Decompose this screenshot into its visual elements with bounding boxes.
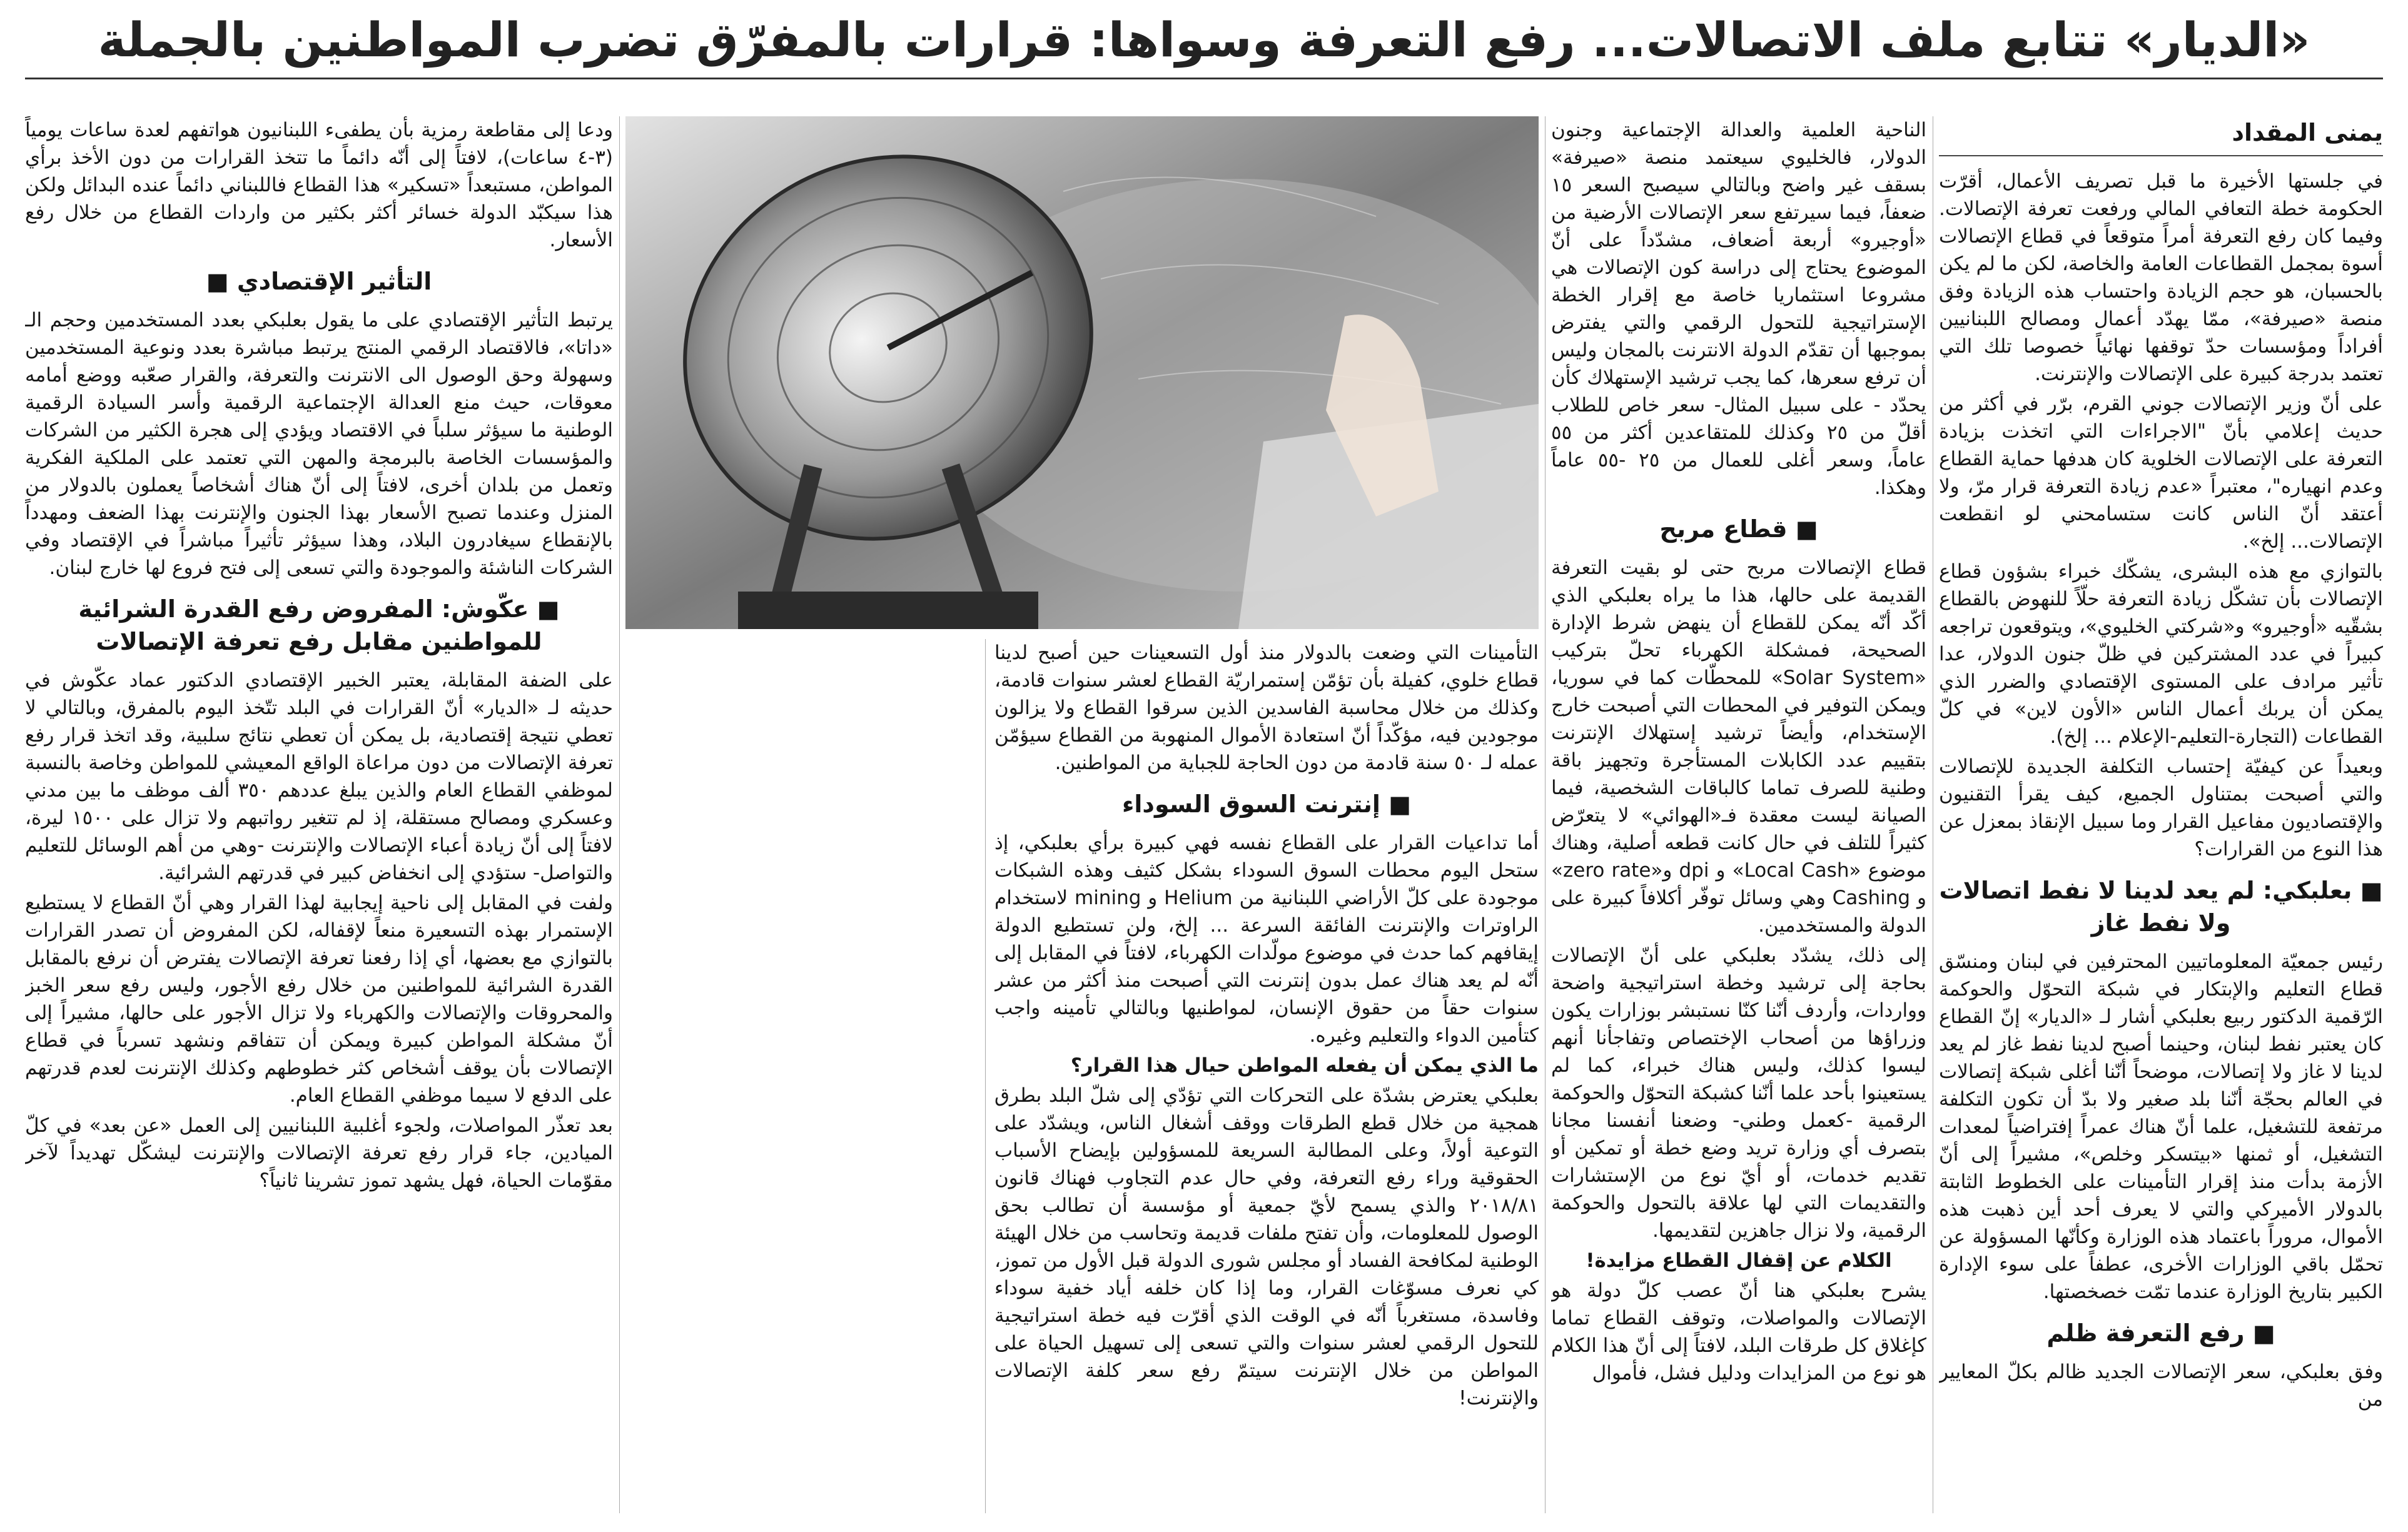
byline-rule (1939, 155, 2383, 156)
subheading: ■ بعلبكي: لم يعد لدينا لا نفط اتصالات ولا نفط غاز (1939, 877, 2383, 937)
paragraph: يشرح بعلبكي هنا أنّ عصب كلّ دولة هو الإتصالات والمواصلات، وتوقف القطاع تماما كإغلاق كل طرقات البلد، لافتاً إلى أنّ هذا الكلام هو نوع من المزايدات ودليل فشل، فأموال (1551, 1279, 1926, 1384)
paragraph: ما الذي يمكن أن يفعله المواطن حيال هذا القرار؟ (1070, 1054, 1539, 1077)
paragraph: الناحية العلمية والعدالة الإجتماعية وجنون الدولار، فالخليوي سيعتمد منصة «صيرفة» بسقف غير واضح وبالتالي سيصبح السعر ١٥ ضعفاً، فيما سيرتفع سعر الإتصالات الأرضية من «أوجيرو» أربعة أضعاف، مشدّداً على أنّ الموضوع يحتاج إلى دراسة كون الإتصالات هي مشروعا استثماريا خاصة مع إقرار الخطة الإستراتيجية للتحول الرقمي والتي يفترض بموجبها أن تقدّم الدولة الانترنت بالمجان وليس أن ترفع سعرها، كما يجب ترشيد الإستهلاك كأن يحدّد - على سبيل المثال- سعر خاص للطلاب أقلّ من ٢٥ وكذلك للمتقاعدين أكثر من ٥٥ عاماً، وسعر أغلى للعمال من ٢٥ -٥٥ عاماً وهكذا. (1551, 119, 1926, 499)
byline: يمنى المقداد (2232, 119, 2383, 146)
column-third (1551, 116, 1926, 1513)
subheading: التأثير الإقتصادي ■ (206, 268, 432, 295)
paragraph: التأمينات التي وضعت بالدولار منذ أول التسعينات حين أصبح لدينا قطاع خلوي، كفيلة بأن تؤمّن إستمراريّة القطاع لعشر سنوات قادمة، وكذلك من خلال محاسبة الفاسدين الذين سرقوا القطاع ولا يزالون موجودين فيه، مؤكّداً أنّ استعادة الأموال المنهوبة من القطاع سيؤمّن عمله لـ ٥٠ سنة قادمة من دون الحاجة للجباية من المواطنين. (994, 642, 1539, 774)
paragraph: على أنّ وزير الإتصالات جوني القرم، برّر في أكثر من حديث إعلامي بأنّ "الاجراءات التي اتخذت بزيادة التعرفة على الإتصالات الخلوية كان هدفها حماية القطاع وعدم انهياره"، معتبراً «عدم زيادة التعرفة قرار مرّ، ولا أعتقد أنّ الناس كانت ستسامحني لو انقطعت الإتصالات... إلخ». (1939, 393, 2383, 553)
paragraph: بعد تعذّر المواصلات، ولجوء أغلبية اللبنانيين إلى العمل «عن بعد» في كلّ الميادين، جاء قرار رفع تعرفة الإتصالات والإنترنت ليشكّل تهديداً لآخر مقوّمات الحياة، فهل يشهد تموز تشرينا ثانياً؟ (25, 1114, 613, 1192)
subheading: ■ عكّوش: المفروض رفع القدرة الشرائية للمواطنين مقابل رفع تعرفة الإتصالات (78, 595, 560, 655)
subheading: ■ قطاع مربح (1659, 515, 1818, 543)
paragraph: رئيس جمعيّة المعلوماتيين المحترفين في لبنان ومنسّق قطاع التعليم والإبتكار في شبكة التحوّل والحوكمة الرّقمية الدكتور ربيع بعلبكي أشار لـ «الديار» إنّ القطاع كان يعتبر نفط لبنان، وحينما أصبح لدينا نفط غاز لم يعد لدينا لا غاز ولا إتصالات، موضحاً أنّنا أغلى شبكة إتصالات في العالم بحجّة أنّنا بلد صغير ولا بدّ أن تكون التكلفة مرتفعة للتشغيل، علما أنّ هناك عمراً إفتراضياً لمعدات التشغيل، أو ثمنها «بيتسكر وخلص»، مشيراً إلى أنّ الأزمة بدأت منذ إقرار التأمينات على الخطوط الثابتة بالدولار الأميركي والتي لا يعرف أحد أين ذهبت هذه الأموال، مروراً باعتماد هذه الوزارة وكأنّها المسؤولة عن تحمّل باقي الوزارات الأخرى، عطفاً على سوء الإدارة الكبير بتاريخ الوزارة عندما تمّت خصخصتها. (1939, 950, 2383, 1303)
paragraph: بالتوازي مع هذه البشرى، يشكّك خبراء بشؤون قطاع الإتصالات بأن تشكّل زيادة التعرفة حلّاً للنهوض بالقطاع بشقّيه «أوجيرو» و«شركتي الخليوي»، ويتوقعون تراجعه كبيراً في عدد المشتركين في ظلّ جنون الدولار، عدا تأثير مرادف على المستوى الإقتصادي والضرر الذي يمكن أن يربك أعمال الناس «الأون لاين» في كلّ القطاعات (التجارة-التعليم-الإعلام ... إلخ). (1939, 560, 2383, 748)
paragraph: بعلبكي يعترض بشدّة على التحركات التي تؤدّي إلى شلّ البلد بطرق همجية من خلال قطع الطرقات ووقف أشغال الناس، ويشدّد على التوعية أولاً، وعلى المطالبة السريعة للمسؤولين بإيضاح الأسباب الحقوقية وراء رفع التعرفة، وفي حال عدم التجاوب فهناك قانون ٢٠١٨/٨١ والذي يسمح لأيّ جمعية أو مؤسسة أن تطالب بحق الوصول للمعلومات، وأن تفتح ملفات قديمة وتحاسب من خلال الهيئة الوطنية لمكافحة الفساد أو مجلس شورى الدولة قبل الأول من تموز، كي نعرف مسوّغات القرار، وما إذا كان خلفه أياد خفية سوداء وفاسدة، مستغرباً أنّه في الوقت الذي أقرّت فيه خطة استراتيجية للتحول الرقمي لعشر سنوات والتي تسعى إلى تسهيل الحياة على المواطن من خلال الإنترنت سيتمّ رفع سعر كلفة الإتصالات والإنترنت! (994, 1084, 1539, 1409)
paragraph: وفق بعلبكي، سعر الإتصالات الجديد ظالم بكلّ المعايير من (1939, 1361, 2383, 1411)
column-divider (619, 116, 620, 1513)
paragraph: ولفت في المقابل إلى ناحية إيجابية لهذا القرار وهي أنّ القطاع لا يستطيع الإستمرار بهذه التسعيرة منعاً لإقفاله، لكن المفروض أن تصدر القرارات بالتوازي مع بعضها، أي إذا رفعنا تعرفة الإتصالات يفترض أن نرفع بالمقابل القدرة الشرائية للمواطنين من خلال رفع الأجور، وليس رفع سعر الخبز والمحروقات والإتصالات والكهرباء ولا تزال الأجور على حالها، مشيراً إلى أنّ مشكلة المواطن كبيرة ويمكن أن تتفاقم ونشهد تسرباً في قطاع الإتصالات بأن يوقف أشخاص كثر خطوطهم وكذلك الإنترنت لعدم قدرتهم على الدفع لا سيما موظفي القطاع العام. (25, 892, 613, 1107)
column-divider (985, 639, 986, 1513)
paragraph: الكلام عن إقفال القطاع مزايدة! (1586, 1249, 1892, 1272)
subheading: ■ إنترنت السوق السوداء (1121, 790, 1412, 818)
paragraph: يرتبط التأثير الإقتصادي على ما يقول بعلبكي بعدد المستخدمين وحجم الـ «داتا»، فالاقتصاد الرقمي المنتج يرتبط مباشرة بعدد ونوعية المستخدمين وسهولة وحق الوصول الى الانترنت والتعرفة، والقرار صعّبه ووضع أمامه معوقات، حيث منع العدالة الإجتماعية الرقمية وأسر السيادة الرقمية الوطنية ما سيؤثر سلباً في الاقتصاد ويؤدي إلى هجرة الكثير من الشركات والمؤسسات الخاصة بالبرمجة والمهن التي تعتمد على الملكية الفكرية وتعمل من بلدان أخرى، لافتاً إلى أنّ هناك أشخاصاً يعملون بالدولار من المنزل وعندما تصبح الأسعار بهذا الجنون والإنترنت بهذا الضعف ومهدداً بالإنقطاع سيغادرون البلاد، وهذا سيؤثر تأثيراً مباشراً في الإقتصاد وفي الشركات الناشئة والموجودة والتي تسعى إلى فتح فروع لها خارج لبنان. (25, 309, 613, 579)
column-left (25, 116, 613, 1513)
headline-rule (25, 78, 2383, 79)
paragraph: في جلستها الأخيرة ما قبل تصريف الأعمال، أقرّت الحكومة خطة التعافي المالي ورفعت تعرفة الإتصالات. وفيما كان رفع التعرفة أمراً متوقعاً في قطاع الإتصالات أسوة بمجمل القطاعات العامة والخاصة، لكن ما لم يكن بالحسبان، هو حجم الزيادة واحتساب هذه الزيادة وفق منصة «صيرفة»، ممّا يهدّد أعمال ومصالح اللبنانيين أفراداً ومؤسسات حدّ توقفها نهائياً خصوصا تلك التي تعتمد بدرجة كبيرة على الإتصالات والإنترنت. (1939, 170, 2383, 385)
paragraph: أما تداعيات القرار على القطاع نفسه فهي كبيرة برأي بعلبكي، إذ ستحل اليوم محطات السوق السوداء بشكل كثيف وهذه الشبكات موجودة على كلّ الأراضي اللبنانية من Helium و mining لاستخدام الراوترات والإنترنت الفائقة السرعة ... إلخ، ولن تستطيع الدولة إيقافهم كما حدث في موضوع مولّدات الكهرباء، لافتاً في المقابل إلى أنّه لم يعد هناك عمل بدون إنترنت التي أصبحت منذ أكثر من عشر سنوات حقاً من حقوق الإنسان، لمواطنيها وبالتالي تأمينه واجب كتأمين الدواء والتعليم وغيره. (994, 832, 1539, 1047)
headline: «الديار» تتابع ملف الاتصالات... رفع التعرفة وسواها: قرارات بالمفرّق تضرب المواطنين بالجملة (98, 12, 2310, 68)
column-right (1939, 116, 2383, 1513)
satellite-dish-photo (625, 116, 1539, 629)
paragraph: على الضفة المقابلة، يعتبر الخبير الإقتصادي الدكتور عماد عكّوش في حديثه لـ «الديار» أنّ القرارات في البلد تتّخذ اليوم بالمفرق، وبالتالي لا تعطي نتيجة إقتصادية، بل يمكن أن تعطي نتائج سلبية، وقد اتخذ قرار رفع تعرفة الإتصالات من دون مراعاة الواقع المعيشي للمواطن وخاصة بالنسبة لموظفي القطاع العام والذين يبلغ عددهم ٣٥٠ ألف موظف ما بين مدني وعسكري ومصالح مستقلة، إذ لم تتغير رواتبهم ولا تزال على ١٥٠٠ ليرة، لافتاً إلى أنّ زيادة أعباء الإتصالات والإنترنت -وهي من أهم الوسائل للتعليم والتواصل- ستؤدي إلى انخفاض كبير في قدرتهم الشرائية. (25, 669, 613, 884)
paragraph: قطاع الإتصالات مربح حتى لو بقيت التعرفة القديمة على حالها، هذا ما يراه بعلبكي الذي أكّد أنّه يمكن للقطاع أن ينهض شرط الإدارة الصحيحة، فمشكلة الكهرباء تحلّ بتركيب «Solar System» للمحطّات كما في سوريا، ويمكن التوفير في المحطات التي أصبحت خارج الإستخدام، وأيضاً ترشيد إستهلاك الإنترنت بتقييم عدد الكابلات المستأجرة وتجهيز باقة وطنية للصرف تماما كالباقات الشخصية، فيما الصيانة ليست معقدة فـ«الهوائي» لا يتعرّض كثيراً للتلف في حال كانت قطعه أصلية، وهناك موضوع «Local Cash» و dpi و«zero rate» و Cashing وهي وسائل توفّر أكلافاً كبيرة على الدولة والمستخدمين. (1551, 557, 1926, 937)
paragraph: وبعيداً عن كيفيّة إحتساب التكلفة الجديدة للإتصالات والتي أصبحت بمتناول الجميع، كيف يقرأ التقنيون والإقتصاديون مفاعيل القرار وما سبيل الإنقاذ بمعزل عن هذا النوع من القرارات؟ (1939, 755, 2383, 860)
column-middle (994, 639, 1539, 1513)
paragraph: ودعا إلى مقاطعة رمزية بأن يطفىء اللبنانيون هواتفهم لعدة ساعات يومياً (٣-٤ ساعات)، لافتاً إلى أنّه دائماً ما تتخذ القرارات من دون الأخذ برأي المواطن، مستبعداً «تسكير» هذا القطاع فاللبناني دائماً عنده البدائل ولكن هذا سيكبّد الدولة خسائر أكثر بكثير من واردات القطاع من خلال رفع الأسعار. (25, 119, 613, 251)
subheading: ■ رفع التعرفة ظلم (2046, 1319, 2275, 1347)
paragraph: إلى ذلك، يشدّد بعلبكي على أنّ الإتصالات بحاجة إلى ترشيد وخطة استراتيجية واضحة وواردات، وأردف أنّنا كنّا نستبشر بوزارات يكون وزراؤها من أصحاب الإختصاص وتفاجأنا أنهم ليسوا كذلك، وليس هناك خبراء، كما لم يستعينوا بأحد علما أنّنا كشبكة التحوّل والحوكمة الرقمية -كعمل وطني- وضعنا أنفسنا مجانا بتصرف أي وزارة تريد وضع خطة أو تمكين أو تقديم خدمات، أو أيّ نوع من الإستشارات والتقديمات التي لها علاقة بالتحول والحوكمة الرقمية، ولا نزال جاهزين لتقديمها. (1551, 944, 1926, 1242)
